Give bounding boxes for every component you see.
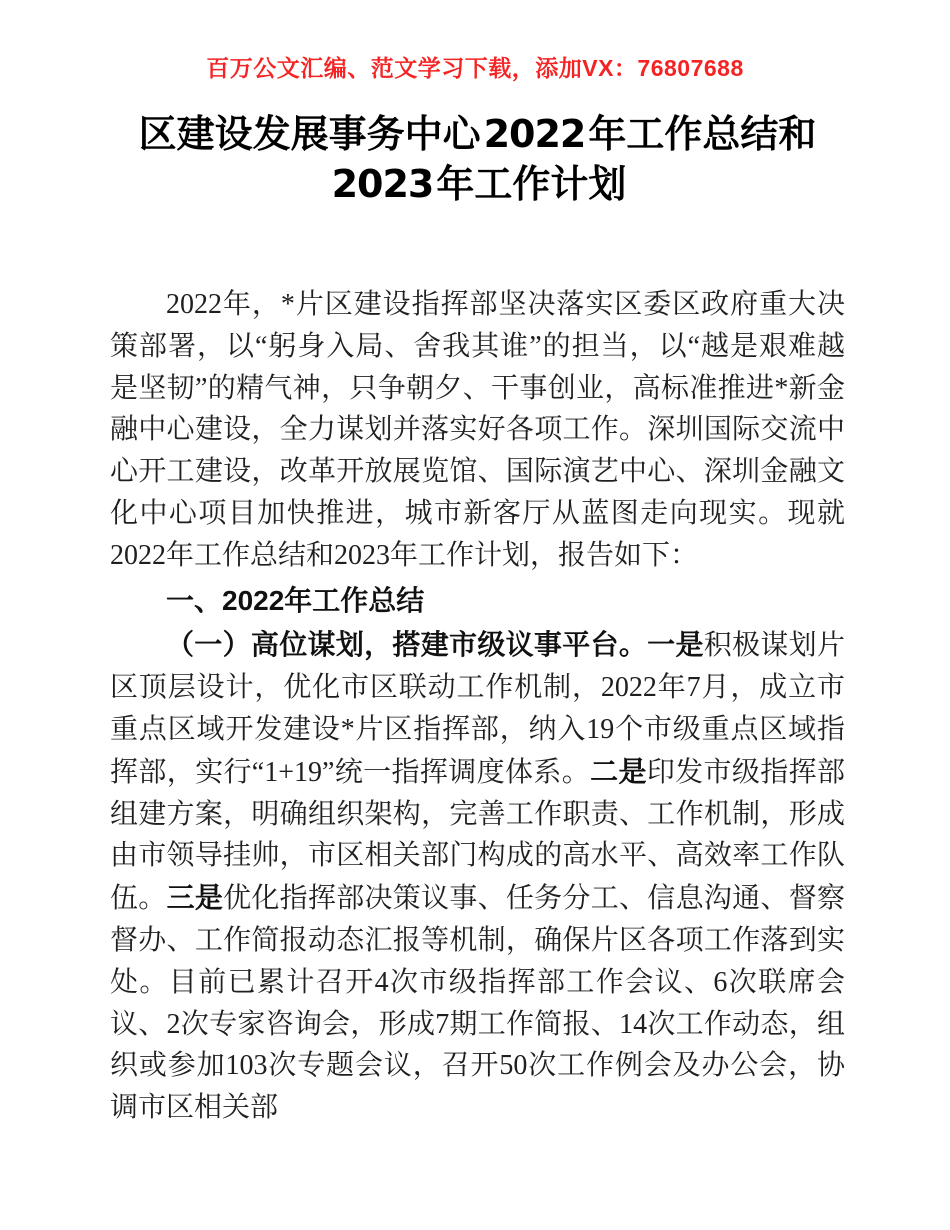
title-year-2023: 2023 (331, 162, 434, 206)
title-segment-2: 年工作总结和 (588, 114, 817, 156)
title-line-2 (110, 160, 845, 210)
marker-first: 一是 (647, 629, 704, 661)
title-segment-1: 区建设发展事务中心 (138, 114, 481, 156)
title-segment-3: 年工作计划 (436, 164, 627, 206)
document-body (110, 284, 845, 1129)
intro-paragraph: 2022年，*片区建设指挥部坚决落实区委区政府重大决策部署，以“躬身入局、舍我其谁”的担当，以“越是艰难越是坚韧”的精气神，只争朝夕、干事创业，高标准推进*新金融中心建设，全力谋划并落实好各项工作。深圳国际交流中心开工建设，改革开放展览馆、国际演艺中心、深圳金融文化中心项目加快推进，城市新客厅从蓝图走向现实。现就2022年工作总结和2023年工作计划，报告如下： (110, 289, 845, 571)
paragraph-lead-bold: （一）高位谋划，搭建市级议事平台。 (166, 629, 648, 661)
paragraph-text-3: 优化指挥部决策议事、任务分工、信息沟通、督察督办、工作简报动态汇报等机制，确保片区各项工作落到实处。目前已累计召开4次市级指挥部工作会议、6次联席会议、2次专家咨询会，形成7期工作简报、14次工作动态，组织或参加103次专题会议，召开50次工作例会及办公会，协调市区相关部 (110, 883, 845, 1124)
title-year-2022: 2022 (483, 112, 586, 156)
paragraph-text-2: 印发市级指挥部组建方案，明确组织架构，完善工作职责、工作机制，形成由市领导挂帅，市区相关部门构成的高水平、高效率工作队伍。 (110, 756, 845, 915)
marker-second: 二是 (590, 755, 647, 787)
header-notice: 百万公文汇编、范文学习下载，添加VX：76807688 (206, 55, 744, 81)
document-title (110, 110, 845, 210)
paragraph-text-1: 积极谋划片区顶层设计，优化市区联动工作机制，2022年7月，成立市重点区域开发建设*片区指挥部，纳入19个市级重点区域指挥部，实行“1+19”统一指挥调度体系。 (110, 630, 845, 788)
title-line-1 (110, 110, 845, 160)
marker-third: 三是 (166, 882, 224, 914)
section1-paragraph (110, 624, 845, 1129)
section-heading-2022-summary: 一、2022年工作总结 (166, 584, 425, 616)
